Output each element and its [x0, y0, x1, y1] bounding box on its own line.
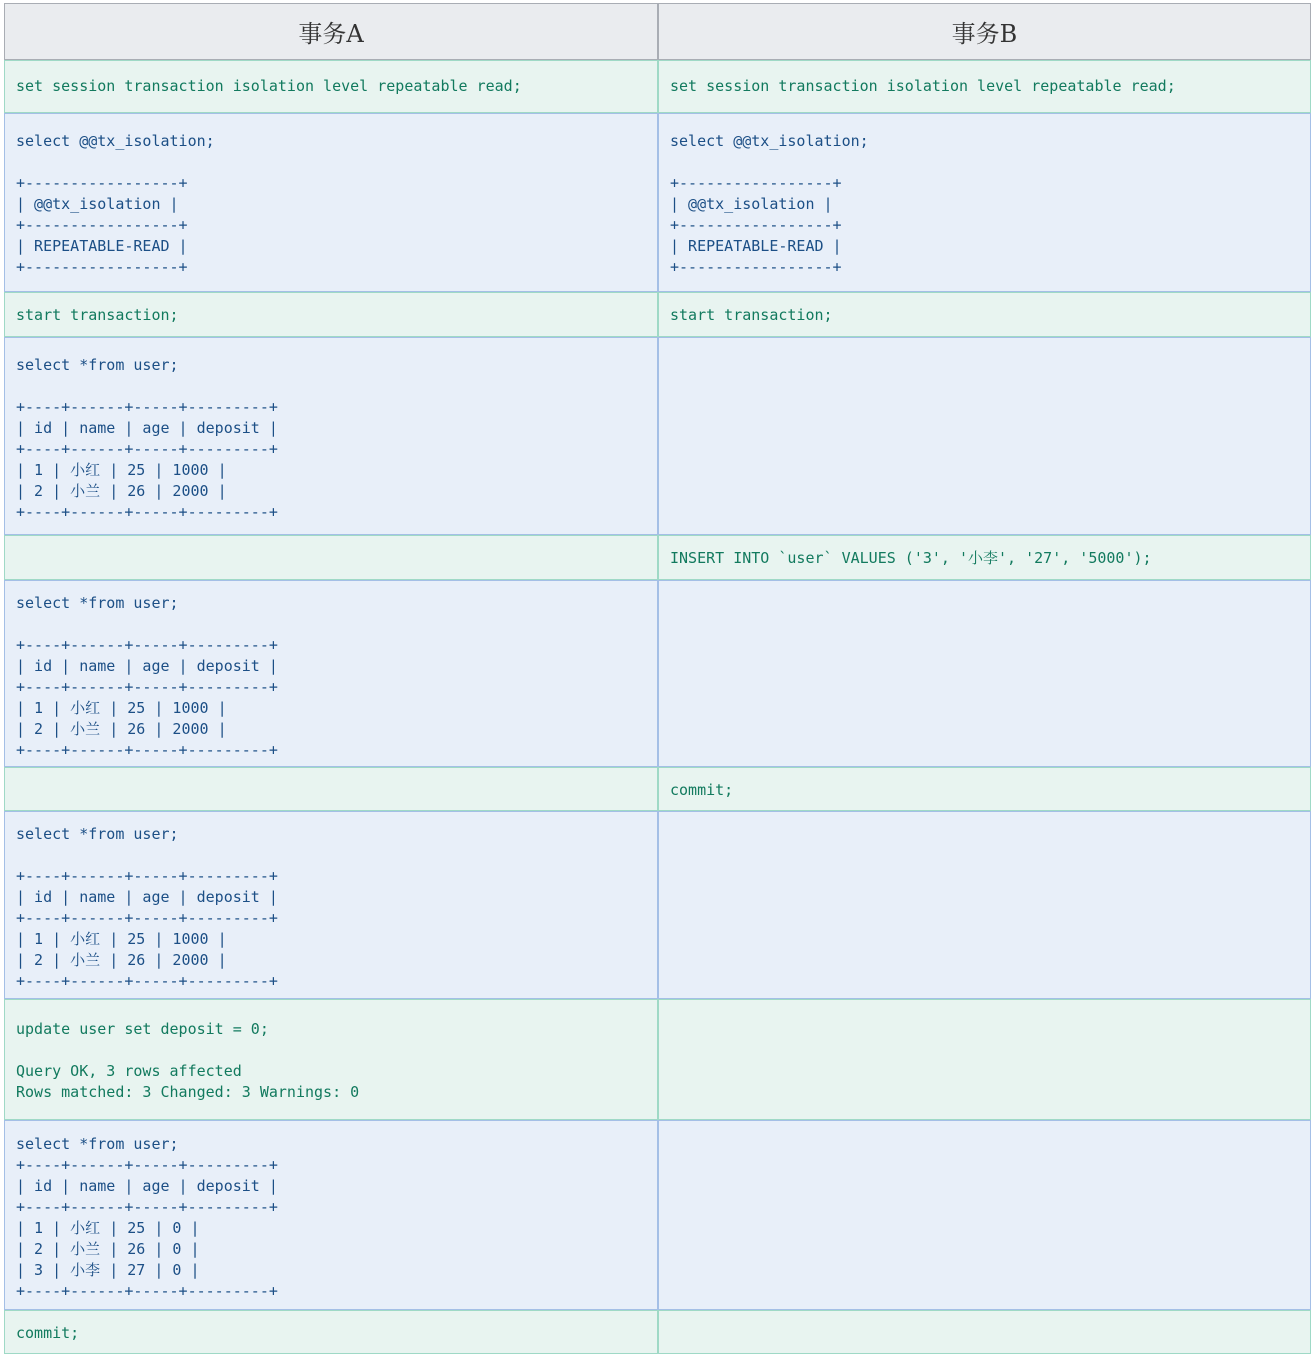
row1-b: [658, 60, 1311, 113]
row9-a: [4, 999, 658, 1120]
row10-a: [4, 1120, 658, 1310]
row4-a-text: select *from user; +----+------+-----+---------+ | id | name | age | deposit | +----+------+-----+---------+ | 1 | 小红 | 25 | 1000 | | 2 | 小兰 | 26 | 2000 | +----+------+-----+---------+: [16, 356, 278, 521]
row2-b: [658, 113, 1311, 292]
row5-a: [4, 535, 658, 580]
row9-a-text: update user set deposit = 0; Query OK, 3 rows affected Rows matched: 3 Changed: 3 Warnings: 0: [16, 1020, 360, 1101]
row4-a: [4, 337, 658, 535]
row1-a: [4, 60, 658, 113]
header-a-label: 事务A: [298, 20, 364, 48]
row9-b: [658, 999, 1311, 1120]
row4-b: [658, 337, 1311, 535]
row7-a: [4, 767, 658, 811]
row1-a-text: set session transaction isolation level repeatable read;: [16, 77, 522, 95]
row3-a: [4, 292, 658, 337]
header-transaction-a: [4, 3, 658, 60]
row6-a-text: select *from user; +----+------+-----+---------+ | id | name | age | deposit | +----+------+-----+---------+ | 1 | 小红 | 25 | 1000 | | 2 | 小兰 | 26 | 2000 | +----+------+-----+---------+: [16, 594, 278, 759]
row3-b: [658, 292, 1311, 337]
row6-b: [658, 580, 1311, 767]
header-transaction-b: [658, 3, 1311, 60]
row11-a: [4, 1310, 658, 1354]
row3-a-text: start transaction;: [16, 306, 179, 324]
row10-a-text: select *from user; +----+------+-----+---------+ | id | name | age | deposit | +----+------+-----+---------+ | 1 | 小红 | 25 | 0 | | 2 | 小兰 | 26 | 0 | | 3 | 小李 | 27 | 0 | +----+------+-----+---------+: [16, 1135, 278, 1300]
row7-b-text: commit;: [670, 781, 734, 799]
row5-b-text: INSERT INTO `user` VALUES ('3', '小李', '27', '5000');: [670, 549, 1152, 567]
row8-b: [658, 811, 1311, 999]
row7-b: [658, 767, 1311, 811]
row1-b-text: set session transaction isolation level repeatable read;: [670, 77, 1176, 95]
row2-b-text: select @@tx_isolation; +-----------------+ | @@tx_isolation | +-----------------+ | REPEATABLE-READ | +-----------------+: [670, 132, 869, 276]
row11-b: [658, 1310, 1311, 1354]
row2-a-text: select @@tx_isolation; +-----------------+ | @@tx_isolation | +-----------------+ | REPEATABLE-READ | +-----------------+: [16, 132, 215, 276]
transaction-table: [4, 3, 1311, 1354]
row8-a-text: select *from user; +----+------+-----+---------+ | id | name | age | deposit | +----+------+-----+---------+ | 1 | 小红 | 25 | 1000 | | 2 | 小兰 | 26 | 2000 | +----+------+-----+---------+: [16, 825, 278, 990]
row2-a: [4, 113, 658, 292]
row10-b: [658, 1120, 1311, 1310]
row6-a: [4, 580, 658, 767]
row11-a-text: commit;: [16, 1324, 80, 1342]
header-b-label: 事务B: [951, 20, 1018, 48]
row5-b: [658, 535, 1311, 580]
row8-a: [4, 811, 658, 999]
row3-b-text: start transaction;: [670, 306, 833, 324]
